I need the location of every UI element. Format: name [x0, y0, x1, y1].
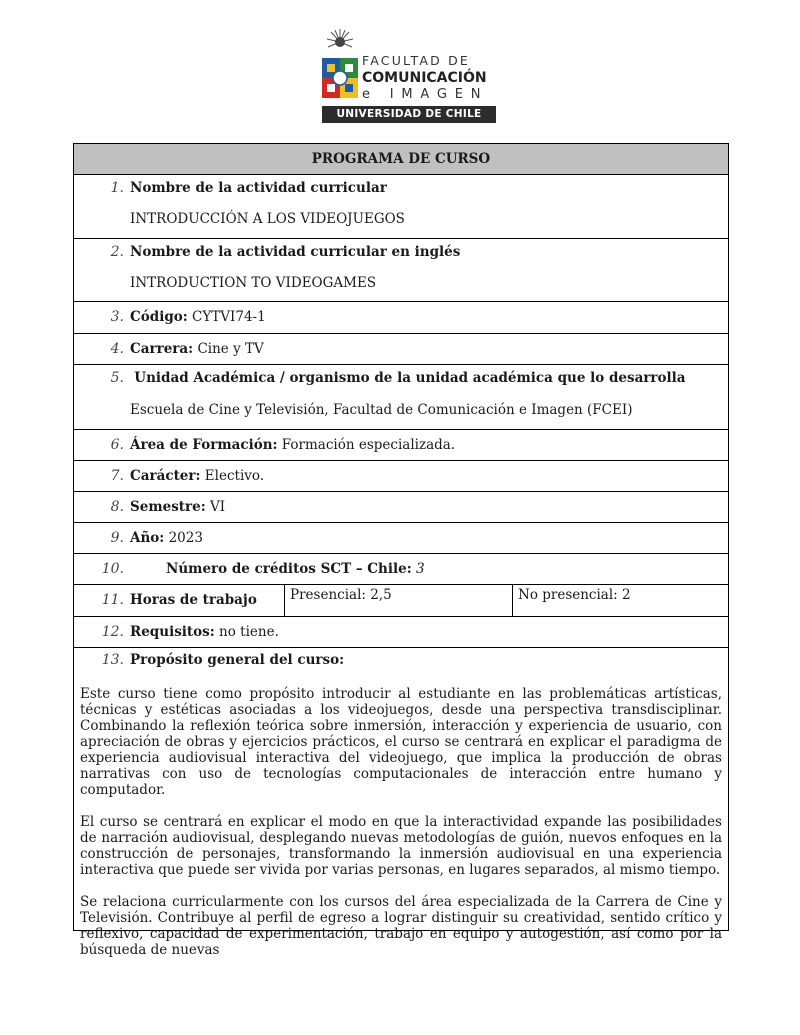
item-label: Nombre de la actividad curricular en inglés [130, 244, 461, 260]
item-purpose: 13. Propósito general del curso: Este curso tiene como propósito introducir al estudiante en las problemáticas artísticas, técnicas y estéticas asociadas a los videojuegos, desde una perspectiva transdisciplinar. Combinando la reflexión teórica sobre inmersión, interacción y experiencia de usuario, con apreciación de obras y ejercicios prácticos, el curso se centrará en explicar el paradigma de experiencia audiovisual interactiva del videojuego, que implica la producción de obras narrativas con uso de tecnologías computacionales de interacción entre humano y computador. El curso se centrará en explicar el modo en que la interactividad expande las posibilidades de narración audiovisual, desplegando nuevas metodologías de guión, nuevos enfoques en la construcción de personajes, transformando la inmersión audiovisual en una experiencia interactiva que puede ser vivida por varias personas, en lugares separados, al mismo tiempo. Se relaciona curricularmente con los cursos del área especializada de la Carrera de Cine y Televisión. Contribuye al perfil de egreso a lograr distinguir su creatividad, sentido crítico y reflexivo, capacidad de experimentación, trabajo en equipo y autogestión, así como por la búsqueda de nuevas [74, 648, 728, 931]
item-semester: 8. Semestre: VI [74, 492, 728, 523]
item-value: INTRODUCTION TO VIDEOGAMES [130, 275, 377, 291]
item-character: 7. Carácter: Electivo. [74, 461, 728, 492]
item-unit: 5. Unidad Académica / organismo de la unidad académica que lo desarrolla Escuela de Cine y Televisión, Facultad de Comunicación e Imagen (FCEI) [74, 365, 728, 430]
item-hours: 11. Horas de trabajo Presencial: 2,5 No presencial: 2 [74, 585, 728, 617]
item-label: Nombre de la actividad curricular [130, 180, 387, 196]
faculty-line1: FACULTAD DE [362, 53, 471, 68]
item-credits: 10. Número de créditos SCT – Chile: 3 [74, 554, 728, 585]
faculty-line2: COMUNICACIÓN [362, 69, 487, 86]
item-area: 6. Área de Formación: Formación especializada. [74, 430, 728, 461]
item-value: Escuela de Cine y Televisión, Facultad de Comunicación e Imagen (FCEI) [130, 402, 633, 418]
course-program-table [73, 143, 729, 958]
program-title: PROGRAMA DE CURSO [74, 144, 728, 175]
purpose-paragraph: El curso se centrará en explicar el modo en que la interactividad expande las posibilidades de narración audiovisual, desplegando nuevas metodologías de guión, nuevos enfoques en la construcción de personajes, transformando la inmersión audiovisual en una experiencia interactiva que puede ser vivida por varias personas, en lugares separados, al mismo tiempo. [80, 814, 722, 878]
item-code: 3. Código: CYTVI74-1 [74, 302, 728, 334]
item-name: 1. Nombre de la actividad curricular INTRODUCCIÓN A LOS VIDEOJUEGOS [74, 175, 728, 239]
item-label: Unidad Académica / organismo de la unidad académica que lo desarrolla [134, 370, 686, 386]
hours-no-presencial: No presencial: 2 [512, 585, 631, 616]
coat-of-arms-icon [318, 28, 362, 106]
item-value: INTRODUCCIÓN A LOS VIDEOJUEGOS [130, 211, 405, 227]
item-career: 4. Carrera: Cine y TV [74, 334, 728, 365]
hours-presencial: Presencial: 2,5 [284, 585, 392, 616]
purpose-paragraph: Se relaciona curricularmente con los cursos del área especializada de la Carrera de Cine y Televisión. Contribuye al perfil de egreso a lograr distinguir su creatividad, sentido crítico y reflexivo, capacidad de experimentación, trabajo en equipo y autogestión, así como por la búsqueda de nuevas [80, 894, 722, 958]
item-year: 9. Año: 2023 [74, 523, 728, 554]
purpose-paragraph: Este curso tiene como propósito introducir al estudiante en las problemáticas artísticas, técnicas y estéticas asociadas a los videojuegos, desde una perspectiva transdisciplinar. Combinando la reflexión teórica sobre inmersión, interacción y experiencia de usuario, con apreciación de obras y ejercicios prácticos, el curso se centrará en explicar el paradigma de experiencia audiovisual interactiva del videojuego, que implica la producción de obras narrativas con uso de tecnologías computacionales de interacción entre humano y computador. [80, 686, 722, 798]
faculty-logo [318, 28, 502, 124]
faculty-line3: e IMAGEN [362, 86, 489, 102]
item-name-en: 2. Nombre de la actividad curricular en inglés INTRODUCTION TO VIDEOGAMES [74, 239, 728, 302]
item-requirements: 12. Requisitos: no tiene. [74, 617, 728, 648]
university-bar: UNIVERSIDAD DE CHILE [322, 106, 496, 123]
faculty-name [362, 55, 488, 101]
